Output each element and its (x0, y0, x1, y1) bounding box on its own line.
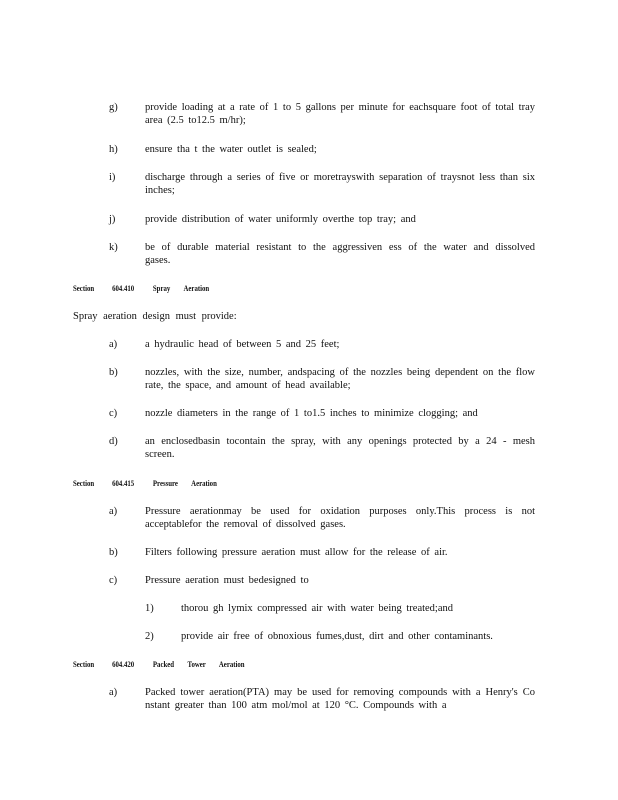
list-item-text: be of durable material resistant to the aggressiven ess of the water and dissolved gases. (145, 242, 535, 266)
section-heading (73, 660, 245, 669)
section-word: Section (73, 660, 95, 669)
list-item-label: c) (109, 408, 118, 419)
sub-list-item-text: provide air free of obnoxious fumes,dust, dirt and other contaminants. (181, 631, 493, 642)
section-number: 604.420 (112, 660, 135, 669)
section-heading (73, 479, 217, 488)
section-title: Packed Tower Aeration (152, 660, 245, 669)
section-intro: Spray aeration design must provide: (73, 311, 237, 322)
sub-list-item-text: thorou gh lymix compressed air with water being treated;and (181, 603, 454, 614)
list-item-label: a) (109, 339, 118, 350)
list-item-label: b) (109, 367, 118, 378)
list-item-label: c) (109, 575, 118, 586)
section-title: Pressure Aeration (152, 479, 217, 488)
list-item-label: h) (109, 144, 118, 155)
list-item-text: provide loading at a rate of 1 to 5 gallons per minute for eachsquare foot of total tray area (2.5 to12.5 m/hr); (145, 102, 536, 126)
section-number: 604.410 (112, 284, 135, 293)
list-item-text: Packed tower aeration(PTA) may be used for removing compounds with a Henry's Co nstant greater than 100 atm mol/mol at 120 °C. Compounds with a (145, 687, 535, 711)
section-word: Section (73, 284, 95, 293)
sub-list-item-label: 2) (145, 631, 154, 642)
list-item-label: j) (109, 214, 116, 225)
list-item-label: b) (109, 547, 118, 558)
list-item-text: Pressure aerationmay be used for oxidation purposes only.This process is not acceptablefor the removal of dissolved gases. (145, 506, 535, 530)
list-item-text: nozzles, with the size, number, andspacing of the nozzles being dependent on the flow rate, the space, and amount of head available; (145, 367, 535, 391)
list-item-text: a hydraulic head of between 5 and 25 feet; (145, 339, 340, 350)
list-item-label: a) (109, 687, 118, 698)
list-item-label: g) (109, 102, 118, 113)
list-item-text: Filters following pressure aeration must allow for the release of air. (145, 547, 448, 558)
sub-list-item-label: 1) (145, 603, 154, 614)
list-item-text: discharge through a series of five or moretrayswith separation of traysnot less than six inches; (145, 172, 535, 196)
list-item-label: k) (109, 242, 118, 253)
list-item-text: provide distribution of water uniformly overthe top tray; and (145, 214, 416, 225)
section-word: Section (73, 479, 95, 488)
section-number: 604.415 (112, 479, 135, 488)
section-title: Spray Aeration (152, 284, 210, 293)
list-item-label: i) (109, 172, 116, 183)
list-item-text: Pressure aeration must bedesigned to (145, 575, 309, 586)
list-item-text: nozzle diameters in the range of 1 to1.5 inches to minimize clogging; and (145, 408, 478, 419)
list-item-label: d) (109, 436, 118, 447)
list-item-text: ensure tha t the water outlet is sealed; (145, 144, 317, 155)
section-heading (73, 284, 209, 293)
list-item-label: a) (109, 506, 118, 517)
list-item-text: an enclosedbasin tocontain the spray, with any openings protected by a 24 - mesh screen. (145, 436, 535, 460)
